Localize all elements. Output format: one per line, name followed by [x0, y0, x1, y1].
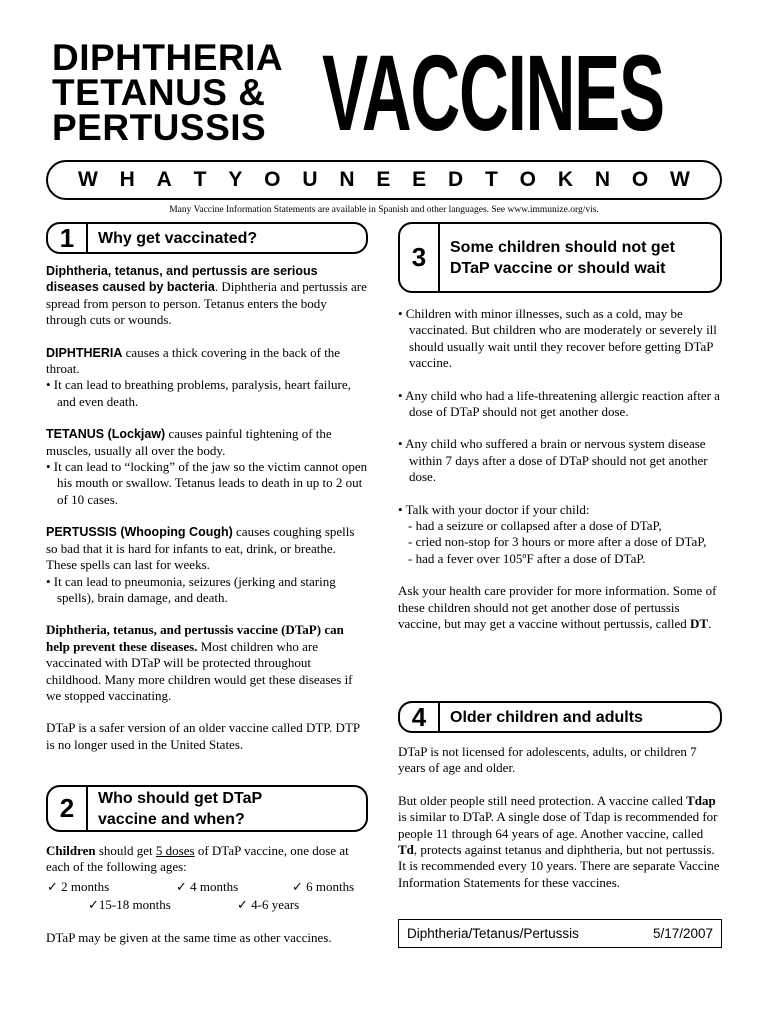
age-item: ✓ 2 months [47, 878, 110, 894]
not-licensed-paragraph: DTaP is not licensed for adolescents, adults, or children 7 years of age and older. [398, 744, 697, 776]
pertussis-bullet: • It can lead to pneumonia, seizures (jerking and staring spells), brain damage, and death. [46, 573, 336, 605]
children-bold: Children [46, 843, 96, 858]
section-3-body [398, 306, 722, 649]
big-title-text: VACCINES [322, 32, 664, 153]
section-number: 4 [400, 703, 440, 731]
title-line: DIPHTHERIA [52, 37, 284, 78]
age-item: ✓ 4-6 years [237, 897, 300, 913]
section-1-body [46, 263, 368, 769]
dt-bold: DT [690, 616, 709, 632]
banner-letter: Y [228, 168, 243, 191]
banner-letter: O [264, 168, 281, 191]
banner-letter: E [376, 168, 391, 191]
banner-what-you-need-to-know [46, 160, 722, 200]
diphtheria-bullet: • It can lead to breathing problems, paralysis, heart failure, and even death. [46, 377, 351, 409]
section-2-header [46, 785, 368, 832]
section-2-body [46, 843, 368, 946]
children-paragraph [46, 843, 368, 876]
p2a: But older people still need protection. A vaccine called [398, 792, 687, 808]
dash-cried-text: - cried non-stop for 3 hours or more after a dose of DTaP, [408, 534, 707, 550]
section-1-header [46, 222, 368, 254]
banner-letter: O [631, 168, 649, 191]
tetanus-paragraph [46, 426, 368, 508]
banner-letter: E [412, 168, 427, 191]
footer-title: Diphtheria/Tetanus/Pertussis [407, 926, 579, 941]
bullet-allergic-reaction: • Any child who had a life-threatening allergic reaction after a dose of DTaP should not get another dose. [398, 387, 720, 420]
intro-rest: . Diphtheria and pertussis are spread from person to person. Tetanus enters the body through cuts or wounds. [46, 279, 367, 328]
section-4-body [398, 744, 722, 907]
banner-letter: A [156, 168, 172, 191]
vaccine-paragraph [46, 622, 368, 704]
pertussis-text: causes coughing spells so bad that it is hard for infants to eat, drink, or breathe. These spells can last for weeks. [46, 524, 355, 573]
banner-letter: N [339, 168, 355, 191]
banner-letter: W [78, 168, 98, 191]
bullet-minor-illness: • Children with minor illnesses, such as a cold, may be vaccinated. But children who are moderately or severely ill should usually wait until they recover before getting DTaP vaccine. [398, 306, 717, 371]
title-line: PERTUSSIS [52, 107, 267, 148]
tdap-bold: Tdap [686, 792, 716, 808]
td-bold: Td [398, 842, 414, 858]
ages-row [46, 879, 368, 895]
ages-row [46, 897, 368, 913]
ask-provider-paragraph [398, 583, 722, 632]
tetanus-text: causes painful tightening of the muscles, usually all over the body. [46, 426, 332, 458]
same-time-note: DTaP may be given at the same time as other vaccines. [46, 929, 332, 945]
p2b: is similar to DTaP. A single dose of Tdap is recommended for people 11 through 64 years of age. Another vaccine, called [398, 809, 718, 841]
vaccine-rest: Most children who are vaccinated with DTaP will be protected throughout childhood. Many more children would get these diseases if we stopped vaccinating. [46, 638, 353, 703]
doses-underlined: 5 doses [155, 843, 195, 858]
banner-letter: T [485, 168, 498, 191]
children-mid: should get [95, 843, 156, 858]
children-rest: of DTaP vaccine, one dose at each of the following ages: [46, 843, 349, 875]
banner-letter: U [302, 168, 318, 191]
section-number: 3 [400, 224, 440, 291]
bullet-nervous-system: • Any child who suffered a brain or nervous system disease within 7 days after a dose of DTaP should not get another dose. [398, 436, 708, 485]
section-title: Why get vaccinated? [98, 229, 258, 247]
tetanus-bullet: • It can lead to “locking” of the jaw so the victim cannot open his mouth or swallow. Tetanus leads to death in up to 2 out of 10 cases. [46, 459, 368, 507]
banner-letter: K [557, 168, 574, 191]
pertussis-label: PERTUSSIS (Whooping Cough) [46, 525, 233, 540]
dash-fever: - had a fever over 105ºF after a dose of DTaP. [408, 550, 646, 566]
diphtheria-paragraph [46, 345, 368, 411]
p2c: , protects against tetanus and diphtheria, but not pertussis. It is recommended every 10 years. There are separate Vaccine Information Statements for these vaccines. [398, 842, 720, 890]
bullet-talk-doctor: • Talk with your doctor if your child: [398, 501, 590, 517]
title-line: TETANUS & [52, 72, 266, 113]
banner-letter: H [119, 168, 135, 191]
dash-seizure: - had a seizure or collapsed after a dose of DTaP, [408, 518, 662, 534]
title-diseases [52, 37, 342, 148]
older-people-paragraph [398, 793, 722, 891]
ask-text: Ask your health care provider for more information. Some of these children should not get another dose of pertussis vaccine, but may get a vaccine without pertussis, called [398, 583, 717, 632]
banner-letter: T [193, 168, 207, 191]
banner-letter: D [448, 168, 464, 191]
intro-paragraph [46, 263, 368, 329]
intro-bold: Diphtheria, tetanus, and pertussis are serious diseases caused by bacteria [46, 264, 318, 295]
dash-cried [398, 534, 722, 550]
diphtheria-label: DIPHTHERIA [46, 345, 123, 360]
diphtheria-text: causes a thick covering in the back of the throat. [46, 344, 341, 377]
footer-box [398, 919, 722, 948]
banner-letter: W [670, 168, 690, 191]
vaccine-bold: Diphtheria, tetanus, and pertussis vaccine (DTaP) can help prevent these diseases. [46, 622, 344, 654]
age-item: ✓ 6 months [292, 878, 355, 894]
talk-with-doctor [398, 502, 722, 568]
banner-letter: O [519, 168, 537, 191]
section-number: 2 [48, 787, 88, 830]
footer-date: 5/17/2007 [652, 926, 713, 941]
banner-letter: N [594, 168, 611, 191]
section-4-header [398, 701, 722, 733]
pertussis-paragraph [46, 524, 368, 606]
tetanus-label: TETANUS (Lockjaw) [46, 427, 166, 442]
section-title: Some children should not get DTaP vaccine or should wait [450, 238, 675, 277]
age-item: ✓15-18 months [88, 897, 171, 913]
big-title [322, 28, 720, 158]
section-3-header [398, 222, 722, 293]
language-note: Many Vaccine Information Statements are available in Spanish and other languages. See www.immunize.org/vis. [169, 205, 599, 215]
section-title: Who should get DTaP vaccine and when? [98, 789, 262, 828]
ask-end: . [708, 616, 712, 632]
age-item: ✓ 4 months [176, 878, 239, 894]
section-title: Older children and adults [450, 708, 643, 726]
section-number: 1 [48, 224, 88, 252]
dtp-paragraph: DTaP is a safer version of an older vaccine called DTP. DTP is no longer used in the United States. [46, 720, 360, 752]
